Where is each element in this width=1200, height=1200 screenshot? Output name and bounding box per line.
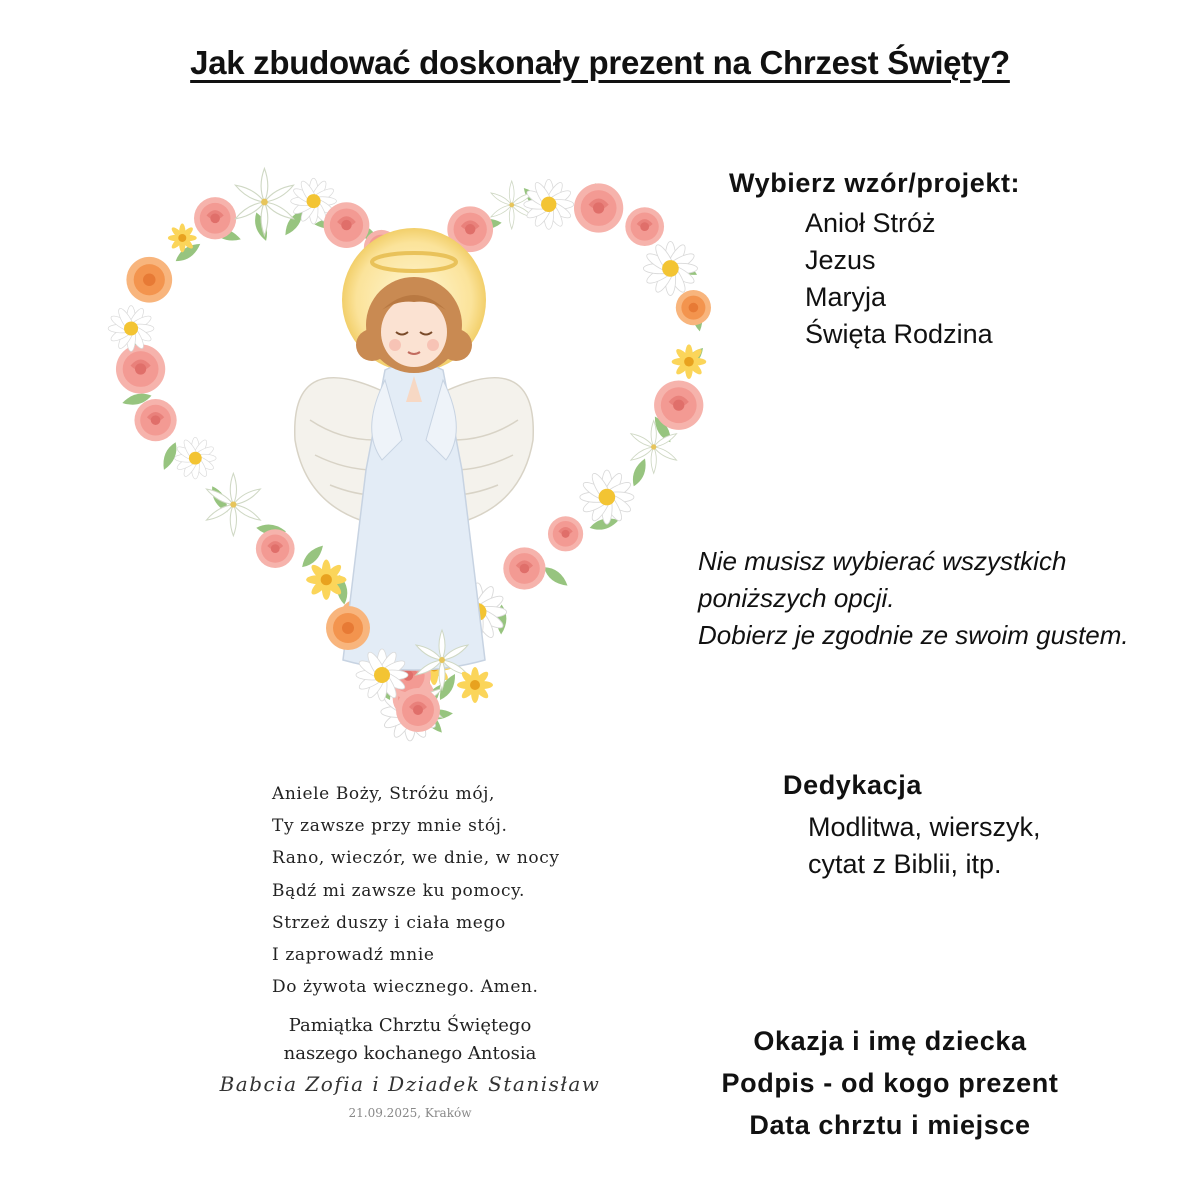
wreath-flower (168, 224, 197, 253)
wreath-leaf (629, 457, 650, 489)
wreath-flower (116, 344, 165, 393)
poem-line: Ty zawsze przy mnie stój. (272, 816, 508, 837)
poem-line: Strzeż duszy i ciała mego (272, 912, 506, 933)
design-option: Święta Rodzina (805, 319, 993, 349)
wreath-flower (524, 179, 574, 229)
poem-line: Rano, wieczór, we dnie, w nocy (272, 848, 560, 869)
note-line: Dobierz je zgodnie ze swoim gustem. (698, 620, 1129, 650)
wreath-flower (672, 344, 707, 379)
angel-heart-wreath-illustration (90, 140, 740, 760)
design-options-list (805, 205, 993, 353)
dedication-description (808, 809, 1041, 883)
date-place: 21.09.2025, Kraków (348, 1106, 472, 1120)
wreath-flower (643, 241, 697, 295)
design-option: Jezus (805, 245, 876, 275)
wreath-flower (548, 516, 583, 551)
note-line: poniższych opcji. (698, 583, 895, 613)
wreath-flower (175, 437, 217, 479)
design-option: Anioł Stróż (805, 208, 936, 238)
dedication-line: cytat z Biblii, itp. (808, 849, 1002, 879)
design-option: Maryja (805, 282, 887, 312)
poem-line: Do żywota wiecznego. Amen. (272, 977, 539, 998)
occasion-info (690, 1020, 1090, 1146)
wreath-flower (625, 207, 664, 246)
keepsake-line-1: Pamiątka Chrztu Świętego (288, 1015, 532, 1036)
wreath-flower (205, 473, 262, 535)
wreath-flower (580, 470, 634, 524)
wreath-flower (503, 547, 545, 589)
dedication-heading: Dedykacja (783, 770, 922, 800)
occasion-line: Data chrztu i miejsce (749, 1110, 1031, 1140)
wreath-flower (234, 168, 296, 235)
note-line: Nie musisz wybierać wszystkich (698, 546, 1067, 576)
signature: Babcia Zofia i Dziadek Stanisław (219, 1072, 601, 1096)
wreath-flower (256, 529, 295, 568)
page-title: Jak zbudować doskonały prezent na Chrzest Święty? (190, 44, 1010, 81)
dedication-line: Modlitwa, wierszyk, (808, 812, 1041, 842)
occasion-line: Podpis - od kogo prezent (721, 1068, 1059, 1098)
wreath-flower (676, 290, 711, 325)
occasion-line: Okazja i imę dziecka (753, 1026, 1027, 1056)
wreath-flower (126, 257, 172, 303)
wreath-flower (324, 202, 370, 248)
wreath-flower (194, 197, 236, 239)
wreath-flower (108, 306, 154, 352)
options-note (698, 543, 1129, 654)
wreath-flower (654, 381, 703, 430)
wreath-flower (306, 560, 346, 600)
poem-line: Bądź mi zawsze ku pomocy. (272, 880, 526, 901)
design-heading: Wybierz wzór/projekt: (729, 168, 1021, 198)
keepsake-line-2: naszego kochanego Antosia (283, 1043, 537, 1064)
poem-line: Aniele Boży, Stróżu mój, (272, 784, 496, 804)
prayer-poem (272, 778, 560, 1003)
wreath-flower (134, 399, 176, 441)
poem-line: I zaprowadź mnie (272, 945, 435, 966)
wreath-flower (574, 183, 623, 232)
